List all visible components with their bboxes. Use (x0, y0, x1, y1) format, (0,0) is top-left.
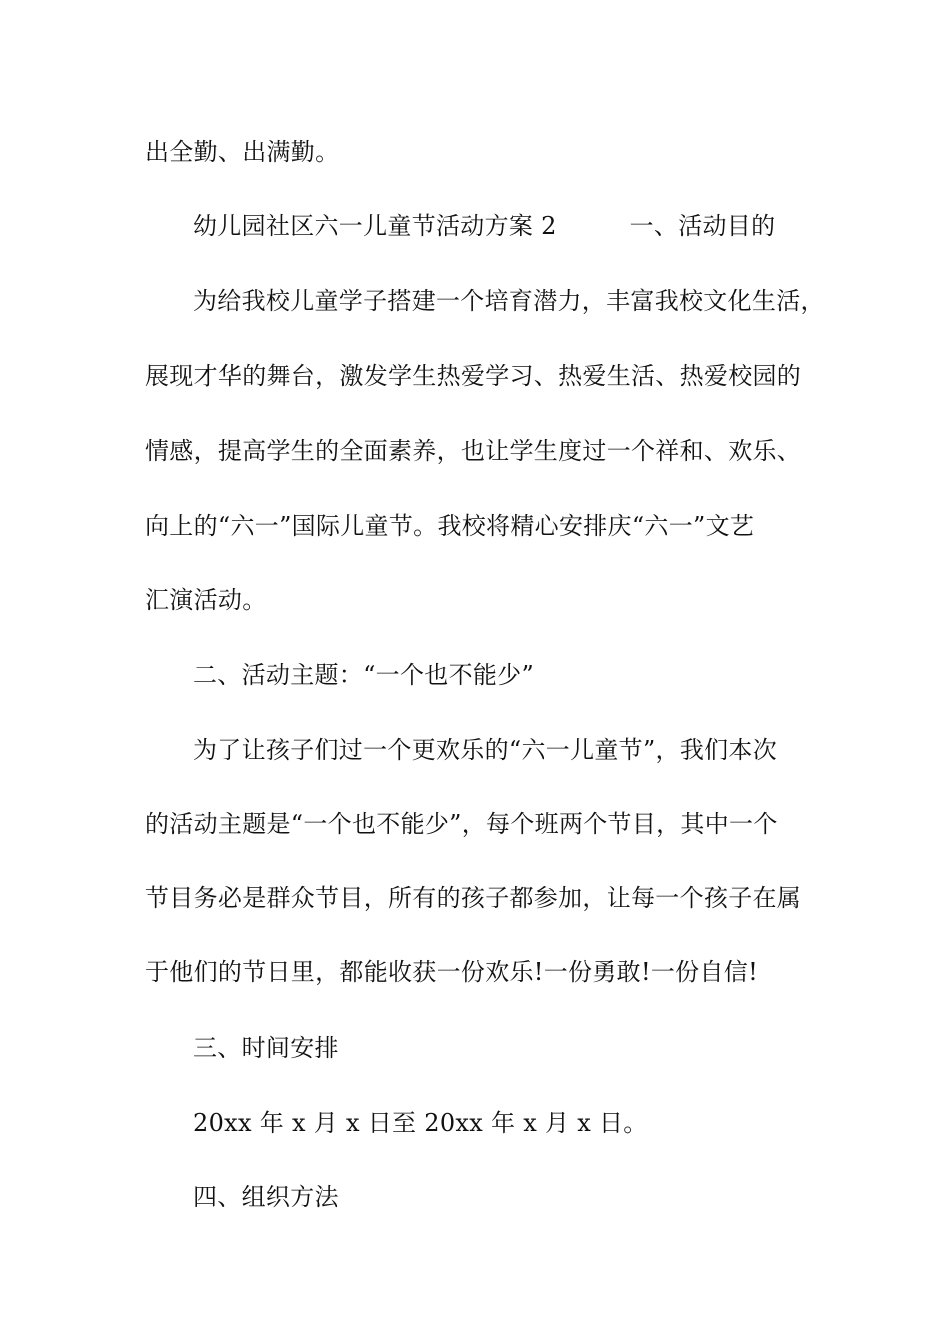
text-line: 展现才华的舞台，激发学生热爱学习、热爱生活、热爱校园的 (145, 362, 802, 390)
text-line: 为给我校儿童学子搭建一个培育潜力，丰富我校文化生活， (193, 287, 825, 315)
text-line: 于他们的节日里，都能收获一份欢乐!一份勇敢!一份自信! (145, 958, 759, 986)
section-heading-theme: 二、活动主题：“一个也不能少” (193, 661, 535, 689)
text-line-date: 20xx 年 x 月 x 日至 20xx 年 x 月 x 日。 (193, 1109, 648, 1137)
text-line: 向上的“六一”国际儿童节。我校将精心安排庆“六一”文艺 (145, 512, 755, 540)
section-heading-plan: 幼儿园社区六一儿童节活动方案 2 一、活动目的 (193, 212, 776, 240)
section-heading-organization: 四、组织方法 (193, 1183, 339, 1211)
text-line: 汇演活动。 (145, 586, 267, 614)
section-heading-schedule: 三、时间安排 (193, 1034, 339, 1062)
text-line: 情感，提高学生的全面素养，也让学生度过一个祥和、欢乐、 (145, 437, 802, 465)
text-line: 节目务必是群众节目，所有的孩子都参加，让每一个孩子在属 (145, 884, 802, 912)
text-line: 为了让孩子们过一个更欢乐的“六一儿童节”，我们本次 (193, 736, 778, 764)
text-line: 出全勤、出满勤。 (145, 138, 340, 166)
text-line: 的活动主题是“一个也不能少”，每个班两个节目，其中一个 (145, 810, 778, 838)
